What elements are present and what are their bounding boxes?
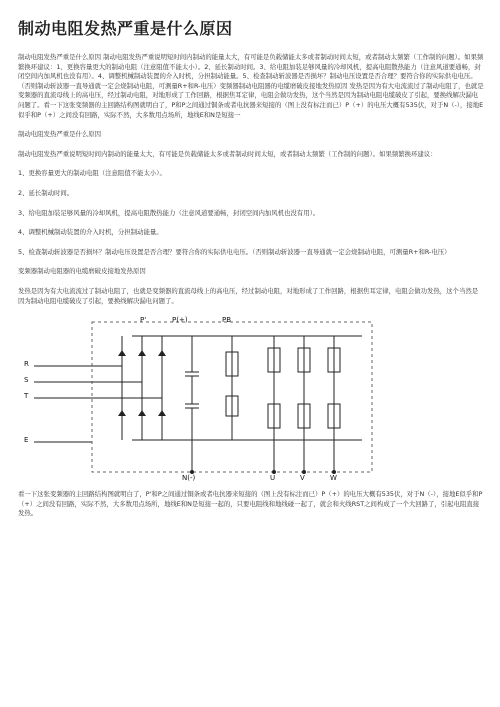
label-pb: PB	[222, 316, 232, 325]
label-e: E	[24, 436, 29, 445]
section2-heading: 变频器制动电阻器的电缆磨破皮接地发热原因	[18, 267, 146, 276]
label-n-minus: N(-)	[182, 474, 196, 483]
label-t: T	[24, 392, 29, 401]
inverter-main-circuit-diagram	[22, 312, 382, 484]
document-page	[18, 16, 484, 525]
section1-body: 制动电阻发热严重说明短时间内制动的能量太大，有可能是负载储能太多或者制动时间太短，或者制动太频繁（工作制的问题）。如果频繁换环建议：	[18, 149, 437, 158]
list-item: 2、延长制动时间。	[18, 188, 74, 197]
label-p-plus: P(+)	[172, 316, 188, 325]
section1-heading: 制动电阻发热严重是什么原因	[18, 130, 102, 139]
conclusion-paragraph: 看一下这张变频器的主回路结构图就明白了，P'和P之间通过铜条或者电抗器来短接的（图上没有标注而已）P（+）的电压大概有535伏，对于N（-），接地E似乎和P（+）之间没有回路，实际不然，大多数用点场所，地线E和N是短接一起的，只要电阻线和地线碰一起了，就会和火线RST之间构成了一个大回路了，引起电阻直接发热。	[18, 490, 483, 518]
label-v: V	[300, 474, 305, 483]
list-item: 5、检查制动斩波器是否损坏？制动电压设置是否合理？要符合你的实际供电电压。（否则制动斩波器一直导通就一定会烧制动电阻，可测量R+和R-电压）	[18, 247, 451, 256]
section2-body: 发热是因为有大电流流过了制动电阻了，也就是变频器的直流母线上的高电压，经过制动电阻，对地形成了工作回路，根据焦耳定律，电阻会做功发热，这个当然是因为制动电阻电缆破皮了引起，要换线解决漏电问题了。	[18, 286, 479, 305]
circuit-drawing	[22, 312, 382, 484]
label-s: S	[24, 376, 29, 385]
label-u: U	[270, 474, 276, 483]
list-item: 4、调整机械制动装置的介入时机，分担制动能量。	[18, 228, 163, 237]
list-item: 1、更换容量更大的制动电阻（注意阻值不能太小）。	[18, 169, 166, 178]
label-r: R	[24, 360, 29, 369]
list-item: 3、给电阻加装足够风量的冷却风机，提高电阻散热能力（注意风道要通畅，封闭空间内加风机也没有用）。	[18, 208, 320, 217]
intro-paragraph: 制动电阻发热严重是什么原因 制动电阻发热严重说明短时间内制动的能量太大，有可能是负载储能太多或者制动时间太短，或者制动太频繁（工作制的问题）。如果频繁换环建议：1、更换容量更大的制动电阻（注意阻值不能太小）。2、延长制动时间。3、给电阻加装足够风量的冷却风机，提高电阻散热能力（注意风道要通畅，封闭空间内加风机也没有用）。4、调整机械制动装置的介入时机，分担制动能量。5、检查制动斩波器是否损坏？制动电压设置是否合理？要符合你的实际供电电压。（否则制动斩波器一直导通就一定会烧制动电阻，可测量R+和R-电压）变频器制动电阻器的电缆磨破皮接地发热原因 发热是因为有大电流流过了制动电阻了，也就是变频器的直流母线上的高电压，经过制动电阻，对地形成了工作回路，根据焦耳定律，电阻会做功发热，这个当然是因为制动电阻电缆破皮了引起，要换线解决漏电问题了。看一下这张变频器的主回路结构图就明白了，P和P之间通过铜条或者电抗器来短接的（图上没有标注而已）P（+）的电压大概有535伏，对于N（-），接地E似乎和P（+）之间没有回路，实际不然，大多数用点场所，地线E和N是短接一	[18, 53, 484, 119]
label-w: W	[330, 474, 337, 483]
label-p-prime: P'	[140, 316, 147, 325]
page-title: 制动电阻发热严重是什么原因	[18, 19, 233, 38]
